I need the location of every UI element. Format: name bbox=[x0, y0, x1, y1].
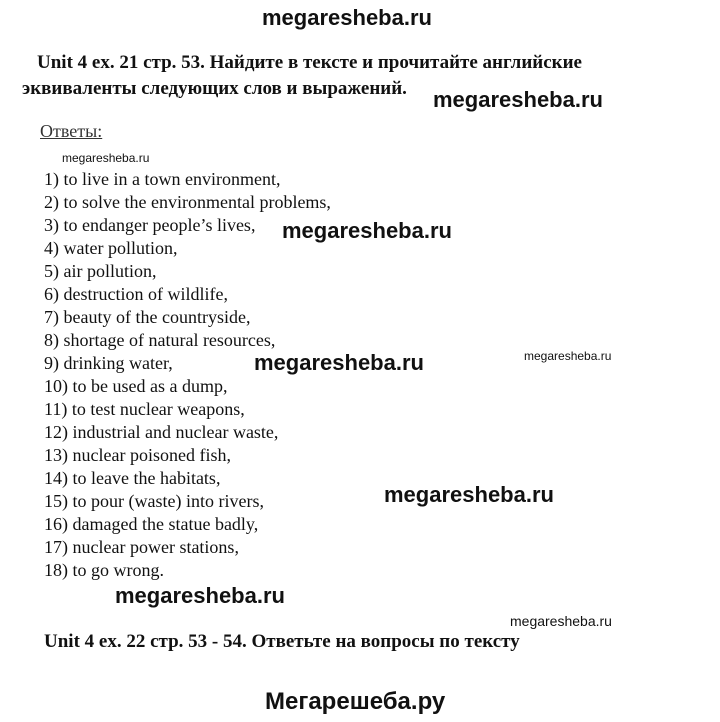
list-item: 17) nuclear power stations, bbox=[44, 537, 239, 557]
list-item: 2) to solve the environmental problems, bbox=[44, 192, 331, 212]
watermark-lower-left: megaresheba.ru bbox=[115, 583, 285, 608]
watermark-after-heading: megaresheba.ru bbox=[433, 87, 603, 112]
watermark-mid-1: megaresheba.ru bbox=[282, 218, 452, 243]
list-item: 11) to test nuclear weapons, bbox=[44, 399, 245, 419]
list-item: 5) air pollution, bbox=[44, 261, 157, 281]
list-item: 10) to be used as a dump, bbox=[44, 376, 228, 396]
watermark-mid-3: megaresheba.ru bbox=[384, 482, 554, 507]
list-item: 6) destruction of wildlife, bbox=[44, 284, 228, 304]
exercise-21-heading-line2: эквиваленты следующих слов и выражений. bbox=[22, 78, 407, 99]
exercise-21-heading-line1: Unit 4 ex. 21 стр. 53. Найдите в тексте и прочитайте английские bbox=[37, 52, 582, 73]
list-item: 1) to live in a town environment, bbox=[44, 169, 281, 189]
list-item: 3) to endanger people’s lives, bbox=[44, 215, 256, 235]
list-item: 8) shortage of natural resources, bbox=[44, 330, 276, 350]
list-item: 12) industrial and nuclear waste, bbox=[44, 422, 279, 442]
list-item: 7) beauty of the countryside, bbox=[44, 307, 251, 327]
list-item: 4) water pollution, bbox=[44, 238, 178, 258]
footer-site-name: Мегарешеба.ру bbox=[265, 688, 446, 715]
list-item: 16) damaged the statue badly, bbox=[44, 514, 259, 534]
list-item: 18) to go wrong. bbox=[44, 560, 164, 580]
list-item: 14) to leave the habitats, bbox=[44, 468, 221, 488]
watermark-mid-2: megaresheba.ru bbox=[254, 350, 424, 375]
exercise-22-heading: Unit 4 ex. 22 стр. 53 - 54. Ответьте на вопросы по тексту bbox=[44, 631, 520, 652]
list-item: 13) nuclear poisoned fish, bbox=[44, 445, 231, 465]
watermark-top: megaresheba.ru bbox=[262, 5, 432, 30]
watermark-small-right: megaresheba.ru bbox=[524, 349, 612, 363]
watermark-small-bottom-right: megaresheba.ru bbox=[510, 613, 612, 629]
watermark-small-above-list: megaresheba.ru bbox=[62, 151, 150, 165]
answers-label: Ответы: bbox=[40, 121, 103, 141]
list-item: 15) to pour (waste) into rivers, bbox=[44, 491, 264, 511]
list-item: 9) drinking water, bbox=[44, 353, 173, 373]
